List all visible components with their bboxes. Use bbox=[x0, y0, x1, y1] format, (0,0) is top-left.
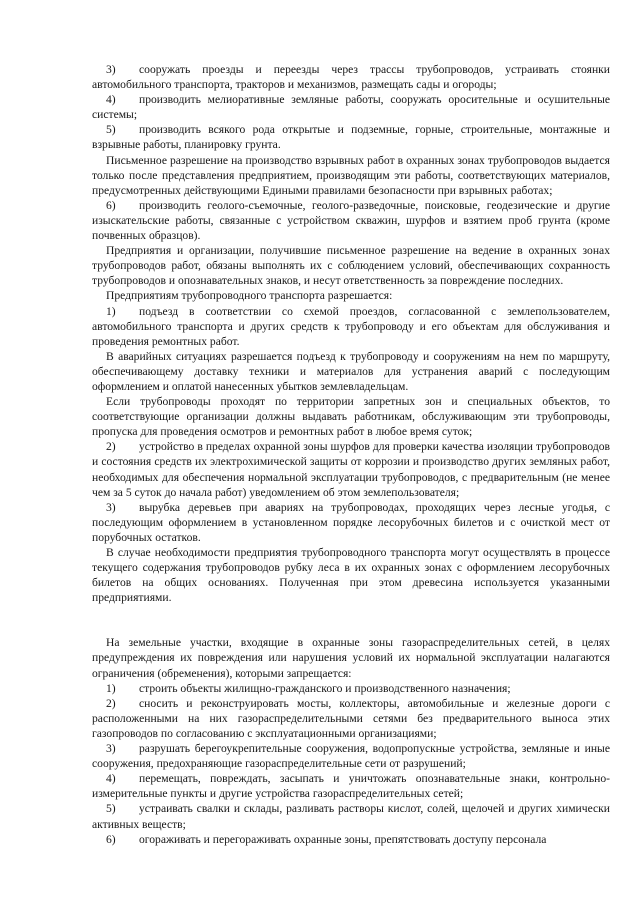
item-number: 2) bbox=[106, 696, 116, 710]
item-number: 5) bbox=[106, 123, 116, 137]
item-text: устройство в пределах охранной зоны шурфов для проверки качества изоляции трубопроводов и состояния средств их электрохимической защиты от коррозии и производство других земляных работ, необходимых для обеспечения нормальной эксплуатации трубопроводов, с предварительным (не менее чем за 5 суток до начала работ) уведомлением об этом землепользователя; bbox=[92, 440, 610, 499]
item-number: 2) bbox=[106, 440, 116, 454]
list-item bbox=[92, 62, 610, 92]
item-text: перемещать, повреждать, засыпать и уничтожать опознавательные знаки, контрольно-измерительные пункты и другие устройства газораспределительных сетей; bbox=[92, 772, 610, 801]
paragraph: В аварийных ситуациях разрешается подъезд к трубопроводу и сооружениям на нем по маршруту, обеспечивающему доставку техники и материалов для устранения аварий с последующим оформлением и оплатой нанесенных убытков землевладельцам. bbox=[92, 349, 610, 393]
item-text: сооружать проезды и переезды через трассы трубопроводов, устраивать стоянки автомобильного транспорта, тракторов и механизмов, размещать сады и огороды; bbox=[92, 63, 610, 92]
list-item bbox=[92, 832, 610, 847]
list-item bbox=[92, 500, 610, 545]
item-text: подъезд в соответствии со схемой проездов, согласованной с землепользователем, автомобильного транспорта и других средств к трубопроводу и его объектам для обслуживания и проведения ремонтных работ. bbox=[92, 304, 610, 348]
item-text: строить объекты жилищно-гражданского и производственного назначения; bbox=[139, 681, 511, 695]
section-gap bbox=[92, 605, 610, 635]
item-number: 5) bbox=[106, 802, 116, 816]
item-text: производить геолого-съемочные, геолого-разведочные, поисковые, геодезические и другие изыскательские работы, связанные с устройством скважин, шурфов и взятием проб грунта (кроме почвенных образцов). bbox=[92, 198, 610, 243]
item-number: 6) bbox=[106, 832, 116, 846]
list-item bbox=[92, 696, 610, 741]
list-item bbox=[92, 771, 610, 801]
item-number: 4) bbox=[106, 93, 116, 107]
document-text bbox=[92, 62, 610, 847]
item-number: 3) bbox=[106, 742, 116, 756]
list-item bbox=[92, 681, 610, 696]
list-item bbox=[92, 801, 610, 831]
list-item bbox=[92, 122, 610, 152]
item-text: огораживать и перегораживать охранные зоны, препятствовать доступу персонала bbox=[139, 832, 547, 846]
paragraph: На земельные участки, входящие в охранные зоны газораспределительных сетей, в целях предупреждения их повреждения или нарушения условий их нормальной эксплуатации налагаются ограничения (обременения), которыми запрещается: bbox=[92, 636, 610, 680]
item-number: 3) bbox=[106, 500, 116, 514]
item-text: производить всякого рода открытые и подземные, горные, строительные, монтажные и взрывные работы, планировку грунта. bbox=[92, 123, 610, 152]
item-number: 6) bbox=[106, 198, 116, 212]
list-item bbox=[92, 304, 610, 349]
item-text: устраивать свалки и склады, разливать растворы кислот, солей, щелочей и других химически активных веществ; bbox=[92, 802, 610, 831]
item-text: производить мелиоративные земляные работы, сооружать оросительные и осушительные системы; bbox=[92, 93, 610, 122]
item-text: вырубка деревьев при авариях на трубопроводах, проходящих через лесные угодья, с последующим оформлением в установленном порядке лесорубочных билетов и с очисткой мест от порубочных остатков. bbox=[92, 500, 610, 544]
list-item bbox=[92, 439, 610, 499]
item-text: разрушать берегоукрепительные сооружения, водопропускные устройства, земляные и иные сооружения, предохраняющие газораспределительные сети от разрушений; bbox=[92, 742, 610, 771]
paragraph: Предприятия и организации, получившие письменное разрешение на ведение в охранных зонах трубопроводов работ, обязаны выполнять их с соблюдением условий, обеспечивающих сохранность трубопроводов и опознавательных знаков, и несут ответственность за повреждение последних. bbox=[92, 244, 610, 288]
paragraph: В случае необходимости предприятия трубопроводного транспорта могут осуществлять в процессе текущего содержания трубопроводов рубку леса в их охранных зонах с оформлением лесорубочных билетов на общих основаниях. Полученная при этом древесина используется указанными предприятиями. bbox=[92, 546, 610, 605]
paragraph: Письменное разрешение на производство взрывных работ в охранных зонах трубопроводов выдается только после представления предприятием, производящим эти работы, соответствующих материалов, предусмотренных действующими Едиными правилами безопасности при взрывных работах; bbox=[92, 153, 610, 197]
item-text: сносить и реконструировать мосты, коллекторы, автомобильные и железные дороги с расположенными на них газораспределительными сетями без предварительного выноса этих газопроводов по согласованию с эксплуатационными организациями; bbox=[92, 696, 610, 740]
list-item bbox=[92, 741, 610, 771]
item-number: 3) bbox=[106, 63, 116, 76]
item-number: 1) bbox=[106, 681, 116, 695]
item-number: 1) bbox=[106, 304, 116, 318]
paragraph: Предприятиям трубопроводного транспорта разрешается: bbox=[106, 289, 393, 303]
item-number: 4) bbox=[106, 772, 116, 786]
paragraph: Если трубопроводы проходят по территории запретных зон и специальных объектов, то соответствующие организации должны выдавать работникам, обслуживающим эти трубопроводы, пропуска для проведения осмотров и ремонтных работ в любое время суток; bbox=[92, 395, 610, 439]
list-item bbox=[92, 92, 610, 122]
list-item bbox=[92, 198, 610, 243]
